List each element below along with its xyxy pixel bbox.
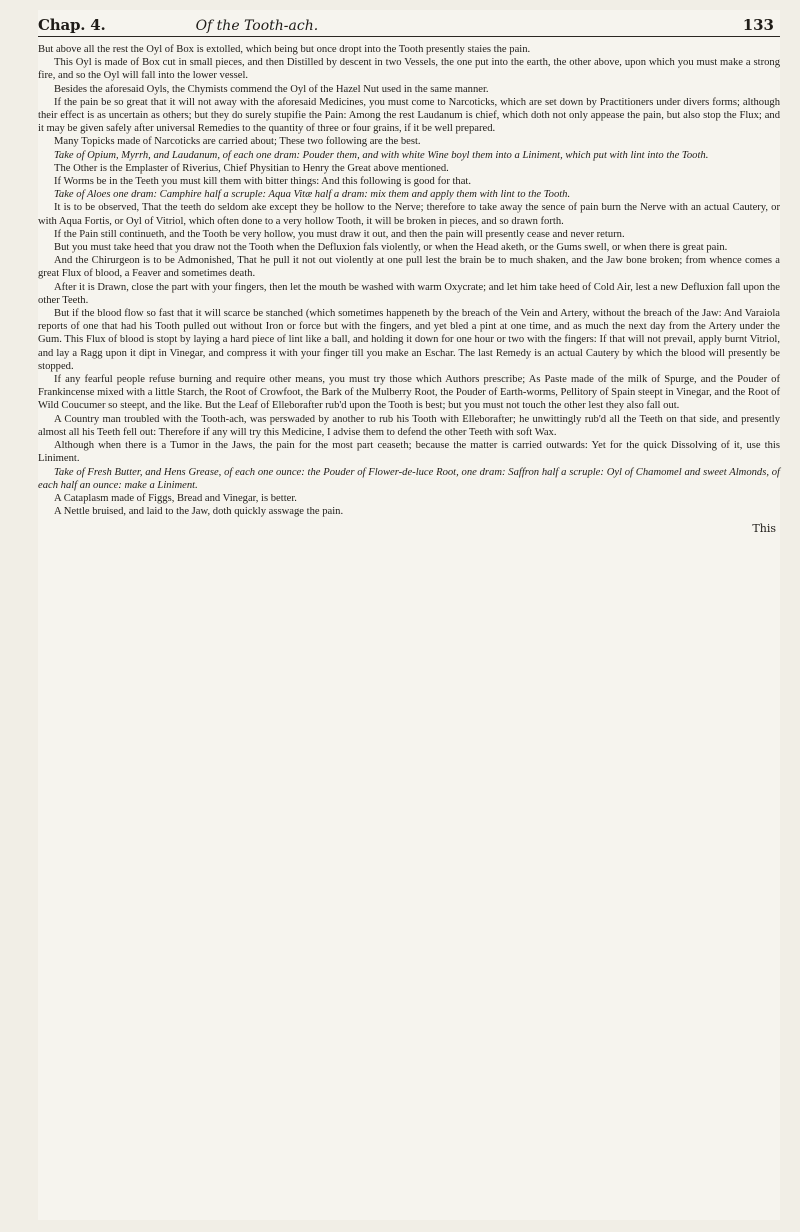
paragraph: A Nettle bruised, and laid to the Jaw, doth quickly asswage the pain. xyxy=(54,506,344,518)
paragraph: But above all the rest the Oyl of Box is extolled, which being but once dropt into the Tooth presently staies the pain. xyxy=(38,44,531,55)
recipe-paragraph: Take of Opium, Myrrh, and Laudanum, of each one dram: Pouder them, and with white Wine boyl them into a Liniment, which put with lint into the Tooth. xyxy=(54,149,709,161)
paragraph: A Cataplasm made of Figgs, Bread and Vinegar, is better. xyxy=(54,492,297,504)
paragraph: But you must take heed that you draw not the Tooth when the Defluxion fals violently, or when the Head aketh, or the Gums swell, or when there is great pain. xyxy=(54,242,728,254)
paragraph: Besides the aforesaid Oyls, the Chymists commend the Oyl of the Hazel Nut used in the same manner. xyxy=(54,83,489,95)
paragraph: If Worms be in the Teeth you must kill them with bitter things: And this following is good for that. xyxy=(54,176,472,188)
book-page xyxy=(38,10,780,1220)
running-header xyxy=(38,10,780,37)
paragraph: After it is Drawn, close the part with your fingers, then let the mouth be washed with warm Oxycrate; and let him take heed of Cold Air, lest a new Defluxion fall upon the other Teeth. xyxy=(38,281,780,306)
paragraph: A Country man troubled with the Tooth-ach, was perswaded by another to rub his Tooth with Elleborafter; he unwittingly rub'd all the Teeth on that side, and presently almost all his Teeth fell out: Therefore if any will try this Medicine, I advise them to defend the other Teeth with soft Wax. xyxy=(38,413,780,438)
paragraph: Although when there is a Tumor in the Jaws, the pain for the most part ceaseth; because the matter is carried outwards: Yet for the quick Dissolving of it, use this Liniment. xyxy=(38,440,780,465)
paragraph: The Other is the Emplaster of Riverius, Chief Physitian to Henry the Great above mentioned. xyxy=(54,162,449,174)
running-title: Of the Tooth-ach. xyxy=(195,18,319,34)
recipe-paragraph: Take of Aloes one dram: Camphire half a scruple: Aqua Vitæ half a dram: mix them and apply them with lint to the Tooth. xyxy=(54,189,571,201)
page-body xyxy=(38,43,780,518)
chapter-label: Chap. 4. xyxy=(38,16,106,34)
paragraph: If the Pain still continueth, and the Tooth be very hollow, you must draw it out, and then the pain will presently cease and never return. xyxy=(54,228,625,240)
paragraph: And the Chirurgeon is to be Admonished, That he pull it not out violently at one pull lest the brain be to much shaken, and the Jaw bone broken; from whence comes a great Flux of blood, a Feaver and sometimes death. xyxy=(38,255,780,280)
catchword: This xyxy=(752,522,776,536)
paragraph: If any fearful people refuse burning and require other means, you must try those which Authors prescribe; As Paste made of the milk of Spurge, and the Pouder of Frankincense mixed with a little Starch, the Root of Crowfoot, the Bark of the Mulberry Root, the Pouder of Earth-worms, Pellitory of Spain steept in Vinegar, and the Root of Wild Coucumer so steept, and the like. But the Leaf of Elleborafter rub'd upon the Tooth is best; but you must not touch the other lest they also fall out. xyxy=(38,374,780,412)
paragraph: If the pain be so great that it will not away with the aforesaid Medicines, you must come to Narcoticks, which are set down by Practitioners under divers forms; although their effect is as uncertain as others; but they do surely stupifie the Pain: Among the rest Laudanum is chief, which doth not only appease the pain, but also stop the Flux; and it may be given safely after universal Remedies to the quantity of three or four grains, if it be well prepared. xyxy=(38,96,780,135)
paragraph: It is to be observed, That the teeth do seldom ake except they be hollow to the Nerve; therefore to take away the sence of pain burn the Nerve with an actual Cautery, or with Aqua Fortis, or Oyl of Vitriol, which often done to a very hollow Tooth, it will be broken in pieces, and so drawn forth. xyxy=(38,202,780,227)
paragraph: Many Topicks made of Narcoticks are carried about; These two following are the best. xyxy=(54,136,421,148)
page-number: 133 xyxy=(742,16,774,34)
paragraph: But if the blood flow so fast that it will scarce be stanched (which sometimes happeneth by the breach of the Vein and Artery, without the breach of the Jaw: And Varaiola reports of one that had his Tooth pulled out without Iron or force but with the fingers, and yet bled a pint at one time, and as much the next day from the Artery under the Gum. This Flux of blood is stopt by laying a hard piece of lint like a ball, and holding it down for one hour or two with the fingers: If that will not prevail, apply burnt Vitriol, and lay a Ragg upon it dipt in Vinegar, and compress it with your finger till you make an Eschar. The last Remedy is an actual Cautery by which the blood will presently be stopped. xyxy=(38,308,780,372)
paragraph: This Oyl is made of Box cut in small pieces, and then Distilled by descent in two Vessels, the one put into the earth, the other above, upon which you must make a strong fire, and so the Oyl will fall into the lower vessel. xyxy=(38,57,780,82)
recipe-paragraph: Take of Fresh Butter, and Hens Grease, of each one ounce: the Pouder of Flower-de-luce Root, one dram: Saffron half a scruple: Oyl of Chamomel and sweet Almonds, of each half an ounce: make a Liniment. xyxy=(38,466,780,491)
